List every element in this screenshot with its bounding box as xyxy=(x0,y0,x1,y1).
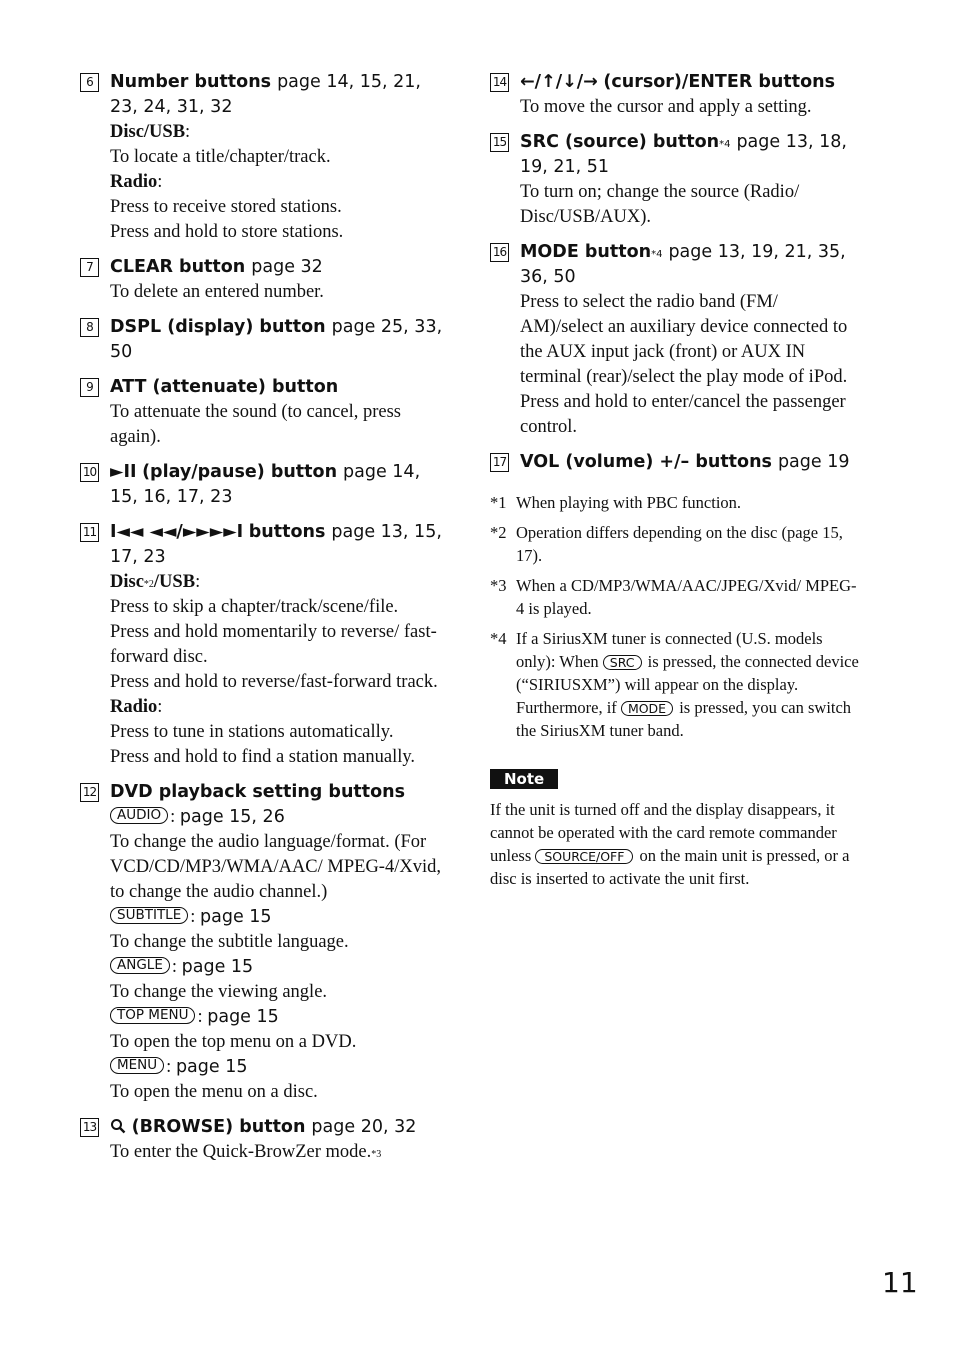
footnote-ref: *3 xyxy=(371,1149,382,1160)
entry-title: Number buttons xyxy=(110,72,272,92)
page-reference: page 13, 19, 21, 35, 36, 50 xyxy=(520,242,846,287)
page-reference: page 19 xyxy=(777,452,850,472)
description: To locate a title/chapter/track. xyxy=(110,147,331,167)
description: To attenuate the sound (to cancel, press again). xyxy=(110,402,402,447)
footnotes xyxy=(490,491,860,742)
entry-number: 17 xyxy=(490,453,509,472)
entry-clear-button xyxy=(80,255,445,305)
entry-title: (play/pause) button xyxy=(142,462,338,482)
subtitle-button-label: SUBTITLE xyxy=(110,907,188,924)
page-reference: page 32 xyxy=(251,257,323,277)
description: Press and hold momentarily to reverse/ fast-forward disc. xyxy=(110,622,437,667)
mode-button-label: MODE xyxy=(621,701,673,716)
footnote-text: When a CD/MP3/WMA/AAC/JPEG/Xvid/ MPEG-4 is played. xyxy=(516,576,857,618)
cursor-arrows-icon: ←/↑/↓/→ xyxy=(520,72,598,92)
sub-label: Radio xyxy=(110,172,158,192)
footnote xyxy=(490,491,860,514)
footnote-ref: *4 xyxy=(651,249,663,260)
entry-number: 10 xyxy=(80,463,99,482)
description: To change the viewing angle. xyxy=(110,982,328,1002)
entry-dspl-button xyxy=(80,315,445,365)
entry-title: DVD playback setting buttons xyxy=(110,782,406,802)
play-pause-icon: ►II xyxy=(110,462,137,482)
note-text xyxy=(490,798,860,890)
description: To enter the Quick-BrowZer mode. xyxy=(110,1142,372,1162)
note-body: If the unit is turned off and the display disappears, it cannot be operated with the card remote commander unless xyxy=(490,800,837,865)
entry-mode-button xyxy=(490,240,860,440)
page-reference: page 14, 15, 16, 17, 23 xyxy=(110,462,421,507)
page-reference: page 15 xyxy=(181,957,254,977)
entry-att-button xyxy=(80,375,445,450)
entry-title: ATT (attenuate) button xyxy=(110,377,339,397)
entry-title: (cursor)/ENTER buttons xyxy=(603,72,835,92)
page-reference: page 15, 26 xyxy=(179,807,285,827)
footnote-mark: *2 xyxy=(490,523,507,542)
page-number: 11 xyxy=(882,1266,918,1299)
sub-label: Disc xyxy=(110,572,144,592)
entry-dvd-playback-buttons: 12 DVD playback setting buttons AUDIO : page 15, 26 To change the audio language/format. (For VCD/CD/MP3/WMA/AAC/ MPEG-4/Xvid, to change the audio channel.) SUBTITLE : page 15 To change the subtitle language. ANGLE : page 15 To change the viewing angle. TOP MENU : page 15 To open the top menu on a DVD. MENU : page 15 To open the menu on a disc. xyxy=(80,780,445,1105)
menu-button-label: MENU xyxy=(110,1057,164,1074)
page-reference: page 25, 33, 50 xyxy=(110,317,443,362)
description: To open the top menu on a DVD. xyxy=(110,1032,357,1052)
entry-number: 12 xyxy=(80,783,99,802)
entry-browse-button xyxy=(80,1115,445,1165)
footnote-text: is pressed, you can switch the SiriusXM tuner band. xyxy=(516,698,852,740)
entry-title: (BROWSE) button xyxy=(131,1117,306,1137)
footnote-text: is pressed, the connected device (“SIRIUSXM”) will appear on the display. Furthermore, if xyxy=(516,652,859,717)
sub-label: Disc/USB xyxy=(110,122,186,142)
entry-title: DSPL (display) button xyxy=(110,317,326,337)
entry-number: 9 xyxy=(80,378,99,397)
footnote-mark: *3 xyxy=(490,576,507,595)
description: Press to tune in stations automatically. xyxy=(110,722,394,742)
magnifier-icon xyxy=(110,1117,126,1137)
right-column xyxy=(490,70,860,890)
entry-number: 13 xyxy=(80,1118,99,1137)
entry-src-button xyxy=(490,130,860,230)
description: To turn on; change the source (Radio/ Disc/USB/AUX). xyxy=(520,182,800,227)
page-reference: page 15 xyxy=(175,1057,248,1077)
source-off-button-label: SOURCE/OFF xyxy=(535,849,633,864)
footnote-ref: *2 xyxy=(143,579,154,590)
sub-label: Radio xyxy=(110,697,158,717)
description: Press and hold to store stations. xyxy=(110,222,344,242)
entry-title: CLEAR button xyxy=(110,257,246,277)
page-reference: page 13, 18, 19, 21, 51 xyxy=(520,132,847,177)
entry-number: 11 xyxy=(80,523,99,542)
description: Press to skip a chapter/track/scene/file. xyxy=(110,597,399,617)
angle-button-label: ANGLE xyxy=(110,957,170,974)
description: Press and hold to enter/cancel the passenger control. xyxy=(520,392,846,437)
description: Press and hold to find a station manually. xyxy=(110,747,416,767)
description: To move the cursor and apply a setting. xyxy=(520,97,812,117)
left-column xyxy=(80,70,445,1175)
entry-title: VOL (volume) +/– buttons xyxy=(520,452,772,472)
entry-title: SRC (source) button xyxy=(520,132,720,152)
footnote xyxy=(490,521,860,567)
footnote-ref: *4 xyxy=(719,139,731,150)
entry-cursor-enter-buttons xyxy=(490,70,860,120)
sub-label: /USB xyxy=(153,572,196,592)
page-reference: page 15 xyxy=(200,907,272,927)
skip-reverse-forward-icon: I◄◄ ◄◄/►►►►I xyxy=(110,522,244,542)
footnote-mark: *4 xyxy=(490,629,507,648)
description: To open the menu on a disc. xyxy=(110,1082,318,1102)
footnote xyxy=(490,627,860,742)
entry-skip-buttons: 11 I◄◄ ◄◄/►►►►I buttons page 13, 15, 17, 23 Disc$^{*2}$/USB: Press to skip a chapter/track/scene/file. Press and hold momentarily to reverse/ fast-forward disc. Press and hold to reverse/fast-forward track. Radio: Press to tune in stations automatically. Press and hold to find a station manually. xyxy=(80,520,445,770)
note-body: on the main unit is pressed, or a disc is inserted to activate the unit first. xyxy=(490,846,850,888)
entry-play-pause-button xyxy=(80,460,445,510)
page-reference: page 14, 15, 21, 23, 24, 31, 32 xyxy=(110,72,421,117)
footnote-mark: *1 xyxy=(490,493,507,512)
description: Press and hold to reverse/fast-forward track. xyxy=(110,672,438,692)
note-label: Note xyxy=(490,769,558,789)
description: To change the audio language/format. (For VCD/CD/MP3/WMA/AAC/ MPEG-4/Xvid, to change the audio channel.) xyxy=(110,832,441,902)
description: Press to receive stored stations. xyxy=(110,197,342,217)
entry-number: 7 xyxy=(80,258,99,277)
audio-button-label: AUDIO xyxy=(110,807,168,824)
footnote-text: Operation differs depending on the disc (page 15, 17). xyxy=(516,523,843,565)
footnote xyxy=(490,574,860,620)
description: To delete an entered number. xyxy=(110,282,324,302)
page-reference: page 20, 32 xyxy=(311,1117,417,1137)
entry-number: 6 xyxy=(80,73,99,92)
footnote-text: If a SiriusXM tuner is connected (U.S. models only): When xyxy=(516,629,823,671)
entry-vol-buttons xyxy=(490,450,860,475)
entry-number: 14 xyxy=(490,73,509,92)
entry-title: buttons xyxy=(248,522,326,542)
entry-title: MODE button xyxy=(520,242,652,262)
page-reference: page 15 xyxy=(207,1007,279,1027)
footnote-text: When playing with PBC function. xyxy=(516,493,742,512)
description: To change the subtitle language. xyxy=(110,932,349,952)
page-reference: page 13, 15, 17, 23 xyxy=(110,522,442,567)
entry-number: 15 xyxy=(490,133,509,152)
entry-number-buttons: 6 Number buttons page 14, 15, 21, 23, 24, 31, 32 Disc/USB: To locate a title/chapter/track. Radio: Press to receive stored stations. Press and hold to store stations. xyxy=(80,70,445,245)
description: Press to select the radio band (FM/ AM)/select an auxiliary device connected to the AUX input jack (front) or AUX IN terminal (rear)/select the play mode of iPod. xyxy=(520,292,848,387)
top-menu-button-label: TOP MENU xyxy=(110,1007,195,1024)
entry-number: 16 xyxy=(490,243,509,262)
src-button-label: SRC xyxy=(603,655,642,670)
entry-number: 8 xyxy=(80,318,99,337)
